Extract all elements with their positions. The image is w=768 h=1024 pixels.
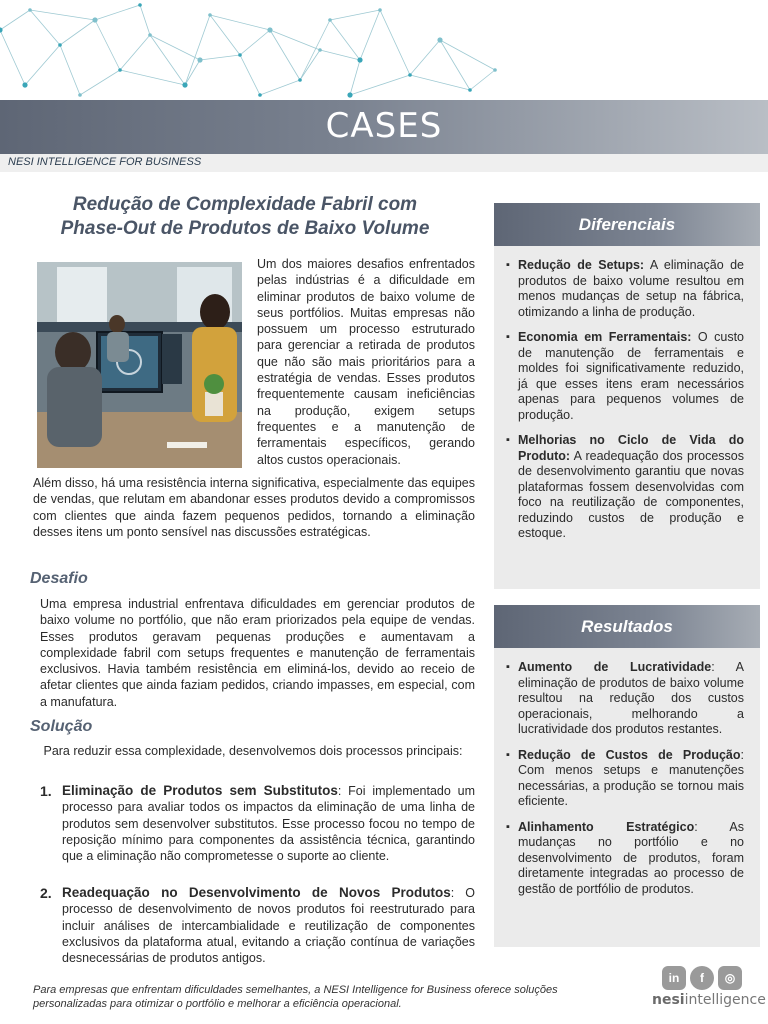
facebook-icon[interactable]: f (690, 966, 714, 990)
network-link (60, 45, 80, 95)
solucao-item-text: : Foi implementado um processo para avaliar todos os impactos da eliminação de uma linha de produtos sem desenvolver substitutos. Esse processo focou no tempo de reposição mínimo para componentes da assistência técnica, garantindo que a eliminação não comprometesse o suporte ao cliente. (62, 784, 476, 864)
list-item-text: A eliminação de produtos de baixo volume resultou em menos mudanças de setup na fábrica, otimizando a linha de produção. (518, 258, 744, 319)
network-link (270, 30, 300, 80)
banner-title: CASES (325, 106, 443, 146)
network-link (95, 20, 120, 70)
desafio-body: Uma empresa industrial enfrentava dificuldades em gerenciar produtos de baixo volume no portfólio, que não eram priorizados pela equipe de vendas. Esses produtos geravam pequenas produções e aumentavam a complexidade fabril com setups frequentes e manutenção de ferramentais exclusivos. Havia também resistência em eliminá-los, devido ao receio de afetar clientes que ainda faziam pedidos, criando impasses, em especial, com a manufatura. (40, 597, 475, 709)
network-link (0, 10, 30, 30)
list-item-title: Economia em Ferramentais: (518, 330, 692, 344)
network-link (380, 10, 410, 75)
diferenciais-heading: Diferenciais (494, 203, 760, 246)
resultados-panel (494, 605, 760, 947)
resultados-list (494, 648, 760, 919)
company-subtitle: NESI INTELLIGENCE FOR BUSINESS (8, 156, 202, 168)
office-photo (37, 262, 242, 468)
network-node (318, 48, 322, 52)
network-node (148, 33, 152, 37)
solucao-item-title: Readequação no Desenvolvimento de Novos Produtos (62, 885, 451, 900)
network-link (240, 30, 270, 55)
social-brand-block (652, 966, 766, 1008)
network-link (300, 50, 320, 80)
list-item-text: : Com menos setups e manutenções necessárias, a produção se tornou mais eficiente. (518, 747, 744, 808)
solucao-heading: Solução (30, 718, 93, 735)
network-link (25, 45, 60, 85)
network-link (30, 10, 95, 20)
network-link (120, 35, 150, 70)
network-link (210, 15, 270, 30)
brand-logo (652, 992, 766, 1008)
list-item-text: : A eliminação de produtos de baixo volume resultou na redução dos custos operacionais, melhorando a lucratividade dos produtos restantes. (518, 660, 744, 736)
list-item (506, 330, 744, 423)
network-link (150, 35, 200, 60)
network-link (360, 10, 380, 60)
list-item-title: Alinhamento Estratégico (518, 819, 695, 834)
network-node (328, 18, 332, 22)
network-node (468, 88, 472, 92)
network-node (238, 53, 242, 57)
network-node (347, 92, 352, 97)
list-item-text: O custo de manutenção de ferramentais e moldes foi significativamente reduzido, já que esses itens eram necessários apenas para pequenos volumes de produção. (518, 330, 744, 422)
list-item-title: Redução de Setups: (518, 258, 645, 272)
network-node (378, 8, 382, 12)
company-subtitle-bar (0, 154, 768, 172)
network-node (408, 73, 412, 77)
network-link (240, 55, 260, 95)
network-node (197, 57, 202, 62)
network-node (357, 57, 362, 62)
solucao-item-1 (40, 783, 475, 864)
header-network-graphic (0, 0, 768, 100)
list-item (506, 820, 744, 898)
network-node (208, 13, 212, 17)
network-link (0, 30, 25, 85)
solucao-item-number: 1. (40, 783, 52, 799)
list-item (506, 660, 744, 738)
network-link (350, 75, 410, 95)
resultados-heading: Resultados (494, 605, 760, 648)
network-link (95, 5, 140, 20)
network-link (410, 40, 440, 75)
network-link (270, 30, 320, 50)
list-item-title: Aumento de Lucratividade (518, 660, 712, 674)
linkedin-icon[interactable]: in (662, 966, 686, 990)
solucao-intro-text: Para reduzir essa complexidade, desenvolvemos dois processos principais: (43, 744, 463, 758)
solucao-item-title: Eliminação de Produtos sem Substitutos (62, 783, 338, 798)
desafio-heading: Desafio (30, 570, 88, 587)
list-item (506, 433, 744, 542)
network-node (78, 93, 82, 97)
list-item (506, 258, 744, 320)
solucao-item-text: : O processo de desenvolvimento de novos produtos foi reestruturado para incluir análises de intercambialidade e reutilização de componentes exclusivos da plataforma atual, evitando a criação contínua de variações desnecessárias de produtos antigos. (62, 886, 475, 966)
network-node (258, 93, 262, 97)
network-node (493, 68, 497, 72)
network-link (330, 10, 380, 20)
network-node (298, 78, 302, 82)
case-title-line1: Redução de Complexidade Fabril com (72, 194, 418, 215)
network-link (300, 20, 330, 80)
case-title (30, 193, 460, 241)
network-node (28, 8, 32, 12)
cases-banner (0, 100, 768, 154)
network-node (267, 27, 272, 32)
network-link (470, 70, 495, 90)
network-link (350, 60, 360, 95)
solucao-intro (40, 743, 475, 759)
network-link (440, 40, 495, 70)
list-item (506, 748, 744, 810)
list-item-text: : As mudanças no portfólio e no desenvolvimento de produtos, foram diretamente integradas ao processo de gestão de portfólio de produtos. (518, 819, 744, 896)
solucao-item-2 (40, 885, 475, 966)
network-node (182, 82, 187, 87)
network-node (118, 68, 122, 72)
network-link (200, 55, 240, 60)
intro-paragraph-side: Um dos maiores desafios enfrentados pelas indústrias é a dificuldade em eliminar produtos de baixo volume de seus portfólios. Muitas empresas não possuem um processo estruturado para gerenciar a retirada de produtos que não são mais prioritários para a estratégia de vendas. Esses produtos frequentemente causam ineficiências na produção, exigem setups frequentes e a manutenção de ferramentais específicos, gerando altos custos operacionais. (257, 257, 475, 467)
brand-logo-bold: nesi (652, 992, 685, 1008)
network-link (150, 35, 185, 85)
footer-note: Para empresas que enfrentam dificuldades semelhantes, a NESI Intelligence for Business oferece soluções personalizadas para otimizar o portfólio e melhorar a eficiência operacional. (33, 984, 558, 1010)
list-item-title: Melhorias no Ciclo de Vida do Produto: (518, 433, 744, 463)
network-node (138, 3, 142, 7)
diferenciais-list (494, 246, 760, 564)
network-link (60, 20, 95, 45)
network-link (260, 80, 300, 95)
network-link (440, 40, 470, 90)
list-item-text: A readequação dos processos de desenvolvimento garantiu que novas plataformas fossem desenvolvidas com foco na reutilização de componentes, reduzindo custos de produção e estoque. (518, 448, 744, 540)
network-link (185, 15, 210, 85)
network-node (58, 43, 62, 47)
instagram-icon[interactable]: ◎ (718, 966, 742, 990)
diferenciais-panel (494, 203, 760, 589)
network-node (92, 17, 97, 22)
network-node (437, 37, 442, 42)
network-link (30, 10, 60, 45)
network-link (410, 75, 470, 90)
intro-paragraph-full: Além disso, há uma resistência interna significativa, especialmente das equipes de vendas, que relutam em abandonar esses produtos devido a compromissos com clientes que ainda fazem pequenos pedidos, tornando a eliminação desses itens um ponto sensível nas discussões estratégicas. (33, 476, 475, 539)
network-node (22, 82, 27, 87)
case-title-line2: Phase-Out de Produtos de Baixo Volume (60, 218, 430, 239)
network-link (80, 70, 120, 95)
network-link (140, 5, 150, 35)
network-link (120, 70, 185, 85)
solucao-item-number: 2. (40, 885, 52, 901)
list-item-title: Redução de Custos de Produção (518, 747, 741, 762)
brand-logo-light: intelligence (684, 992, 766, 1008)
